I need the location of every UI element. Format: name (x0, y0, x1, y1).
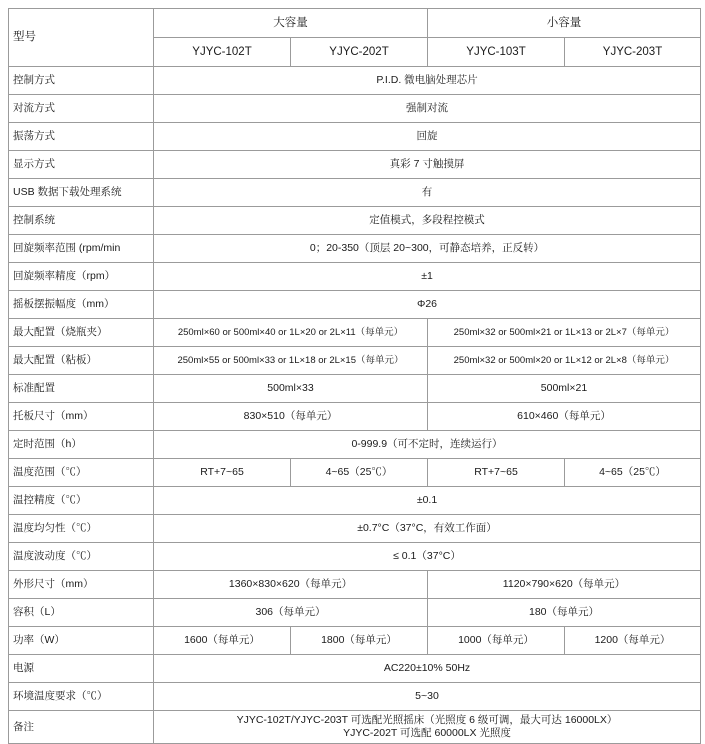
footer-note-line-1: YJYC-202T 可选配 60000LX 光照度 (343, 727, 511, 740)
row-label: 标准配置 (9, 375, 154, 403)
row-value: 1360×830×620（每单元） (154, 571, 428, 599)
row-label: 控制方式 (9, 67, 154, 95)
table-row (9, 67, 701, 95)
row-value: 180（每单元） (428, 599, 701, 627)
header-corner-label: 型号 (9, 9, 154, 67)
row-value: AC220±10% 50Hz (154, 655, 701, 683)
row-value: 250ml×55 or 500ml×33 or 1L×18 or 2L×15（每单元） (154, 347, 428, 375)
row-value: 4~65（25℃） (291, 459, 428, 487)
specification-table (8, 8, 701, 744)
table-row (9, 459, 701, 487)
header-model-0: YJYC-102T (154, 38, 291, 67)
row-value: 1800（每单元） (291, 627, 428, 655)
header-model-2: YJYC-103T (428, 38, 565, 67)
header-capacity-group-1: 小容量 (428, 9, 701, 38)
footer-note-line-0: YJYC-102T/YJYC-203T 可选配光照摇床（光照度 6 级可调，最大可达 16000LX） (236, 714, 618, 726)
row-value: 500ml×33 (154, 375, 428, 403)
row-label: 电源 (9, 655, 154, 683)
row-label: 温控精度（℃） (9, 487, 154, 515)
row-value: 830×510（每单元） (154, 403, 428, 431)
row-value: 0-999.9（可不定时，连续运行） (154, 431, 701, 459)
table-row (9, 347, 701, 375)
row-value: 回旋 (154, 123, 701, 151)
row-label: 对流方式 (9, 95, 154, 123)
footer-notes (154, 711, 701, 744)
table-row (9, 599, 701, 627)
row-value: 1600（每单元） (154, 627, 291, 655)
table-row (9, 375, 701, 403)
row-value: 1000（每单元） (428, 627, 565, 655)
row-label: 外形尺寸（mm） (9, 571, 154, 599)
row-label: 定时范围（h） (9, 431, 154, 459)
row-label: 回旋频率精度（rpm） (9, 263, 154, 291)
row-value: 4~65（25℃） (565, 459, 701, 487)
row-label: 温度波动度（℃） (9, 543, 154, 571)
table-row (9, 403, 701, 431)
header-capacity-group-0: 大容量 (154, 9, 428, 38)
row-value: 306（每单元） (154, 599, 428, 627)
footer-label: 备注 (9, 711, 154, 744)
table-row (9, 95, 701, 123)
row-value: 250ml×32 or 500ml×20 or 1L×12 or 2L×8（每单元） (428, 347, 701, 375)
table-row (9, 235, 701, 263)
row-value: 0；20-350（顶层 20~300，可静态培养，正反转） (154, 235, 701, 263)
table-row (9, 263, 701, 291)
row-value: 真彩 7 寸触摸屏 (154, 151, 701, 179)
row-value: 1200（每单元） (565, 627, 701, 655)
table-row (9, 627, 701, 655)
row-label: 环境温度要求（℃） (9, 683, 154, 711)
row-label: 温度均匀性（℃） (9, 515, 154, 543)
row-value: RT+7~65 (428, 459, 565, 487)
row-value: ≤ 0.1（37°C） (154, 543, 701, 571)
row-value: ±0.1 (154, 487, 701, 515)
row-label: USB 数据下载处理系统 (9, 179, 154, 207)
row-label: 托板尺寸（mm） (9, 403, 154, 431)
row-value: 250ml×60 or 500ml×40 or 1L×20 or 2L×11（每单元） (154, 319, 428, 347)
row-label: 回旋频率范围 (rpm/min (9, 235, 154, 263)
table-row (9, 543, 701, 571)
row-value: 有 (154, 179, 701, 207)
table-row (9, 207, 701, 235)
table-row (9, 655, 701, 683)
header-model-3: YJYC-203T (565, 38, 701, 67)
row-label: 容积（L） (9, 599, 154, 627)
row-label: 最大配置（粘板） (9, 347, 154, 375)
row-value: ±1 (154, 263, 701, 291)
table-footer-row (9, 711, 701, 744)
row-label: 温度范围（℃） (9, 459, 154, 487)
table-row (9, 683, 701, 711)
row-value: 1120×790×620（每单元） (428, 571, 701, 599)
row-value: 610×460（每单元） (428, 403, 701, 431)
row-label: 摇板摆振幅度（mm） (9, 291, 154, 319)
row-value: P.I.D. 微电脑处理芯片 (154, 67, 701, 95)
row-label: 控制系统 (9, 207, 154, 235)
row-label: 功率（W） (9, 627, 154, 655)
header-model-1: YJYC-202T (291, 38, 428, 67)
table-row (9, 431, 701, 459)
row-label: 显示方式 (9, 151, 154, 179)
row-label: 振荡方式 (9, 123, 154, 151)
row-label: 最大配置（烧瓶夹） (9, 319, 154, 347)
row-value: 强制对流 (154, 95, 701, 123)
table-row (9, 515, 701, 543)
row-value: 定值模式，多段程控模式 (154, 207, 701, 235)
table-row (9, 123, 701, 151)
table-row (9, 151, 701, 179)
row-value: 5~30 (154, 683, 701, 711)
table-row (9, 319, 701, 347)
row-value: Φ26 (154, 291, 701, 319)
row-value: 500ml×21 (428, 375, 701, 403)
table-row (9, 179, 701, 207)
table-row (9, 487, 701, 515)
row-value: ±0.7°C（37°C，有效工作面） (154, 515, 701, 543)
table-header-group-row (9, 9, 701, 38)
table-row (9, 291, 701, 319)
table-row (9, 571, 701, 599)
row-value: RT+7~65 (154, 459, 291, 487)
row-value: 250ml×32 or 500ml×21 or 1L×13 or 2L×7（每单元） (428, 319, 701, 347)
